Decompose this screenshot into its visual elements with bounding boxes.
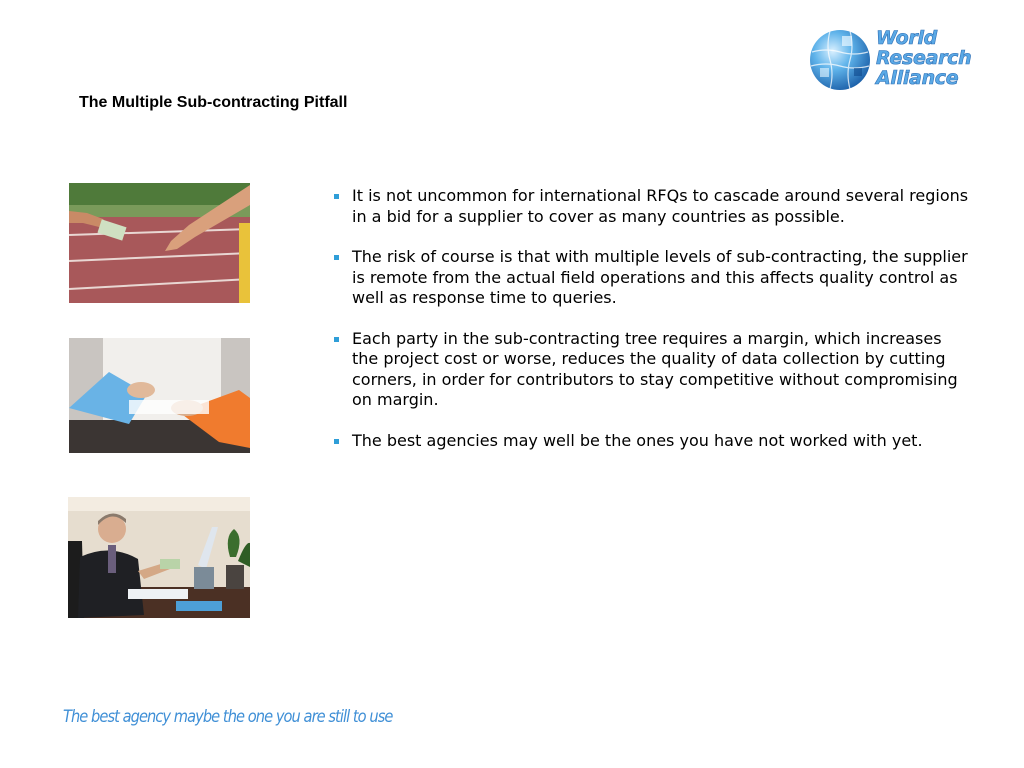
- bullet-text: The best agencies may well be the ones you have not worked with yet.: [352, 430, 923, 450]
- bullet-item: [332, 329, 972, 411]
- bullet-list: [332, 186, 972, 471]
- bullet-square-icon: [334, 255, 339, 260]
- bullet-text: Each party in the sub-contracting tree requires a margin, which increases the project cost or worse, reduces the quality of data collection by cutting corners, in order for contributors to stay competitive without compromising on margin.: [352, 328, 958, 409]
- bullet-square-icon: [334, 194, 339, 199]
- bullet-item: [332, 247, 972, 309]
- logo-line-1: World: [876, 27, 937, 49]
- bullet-text: The risk of course is that with multiple levels of sub-contracting, the supplier is remote from the actual field operations and this affects quality control as well as response time to queries.: [352, 247, 968, 307]
- logo-line-2: Research: [876, 47, 972, 69]
- logo-line-3: Alliance: [876, 67, 959, 89]
- photo-folder-exchange: [69, 338, 250, 453]
- globe-puzzle-icon: [808, 28, 874, 92]
- bullet-square-icon: [334, 337, 339, 342]
- bullet-text: It is not uncommon for international RFQs to cascade around several regions in a bid for a supplier to cover as many countries as possible.: [352, 186, 969, 226]
- bullet-item: [332, 431, 972, 452]
- slide-title: The Multiple Sub-contracting Pitfall: [79, 94, 348, 111]
- photo-relay-money-handoff: [69, 183, 250, 303]
- bullet-square-icon: [334, 439, 339, 444]
- photo-businessman-desk: [68, 497, 250, 618]
- footer-tagline: The best agency maybe the one you are still to use: [63, 707, 393, 727]
- world-research-alliance-logo: [808, 26, 978, 94]
- logo-wordmark: [876, 28, 971, 88]
- bullet-item: [332, 186, 972, 227]
